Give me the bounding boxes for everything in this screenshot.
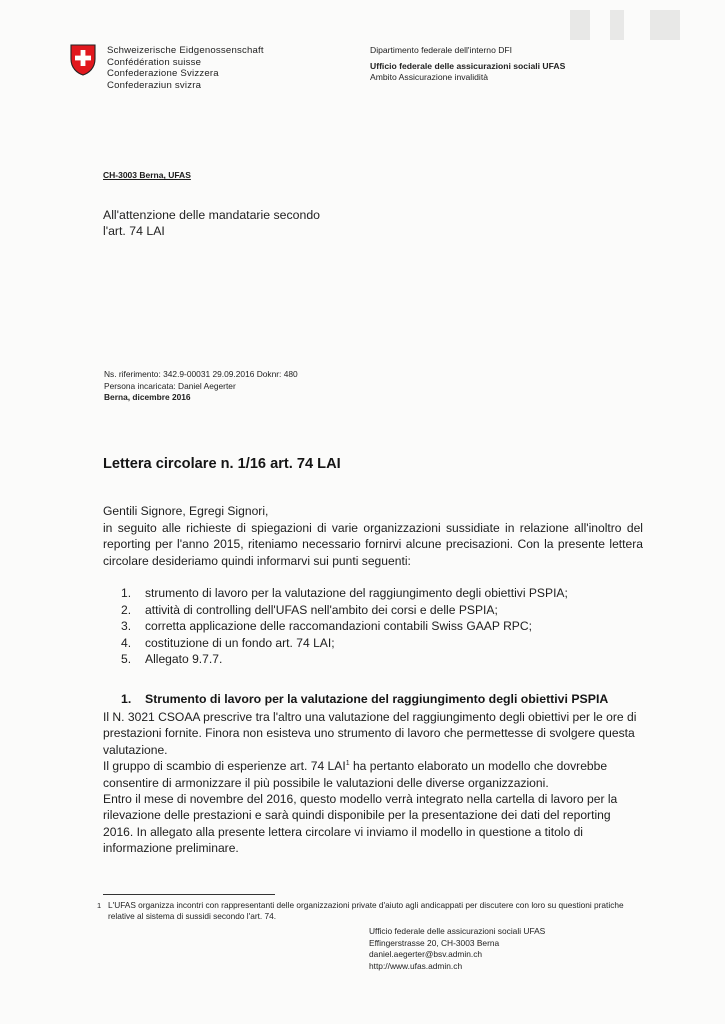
confederation-line-fr: Confédération suisse (107, 56, 202, 68)
section-1-number: 1. (121, 692, 132, 706)
footnote-divider (103, 894, 275, 895)
department-name: Dipartimento federale dell'interno DFI (370, 45, 513, 55)
contact-person: Persona incaricata: Daniel Aegerter (104, 380, 236, 391)
office-name: Ufficio federale delle assicurazioni sociali UFAS (370, 61, 566, 72)
footnote (97, 900, 642, 922)
list-item-number: 2. (121, 602, 132, 617)
section-1-title: Strumento di lavoro per la valutazione del raggiungimento degli obiettivi PSPIA (145, 692, 609, 706)
section-1-heading (121, 692, 608, 706)
office-address (369, 926, 545, 972)
department-block (370, 45, 565, 84)
greeting: Gentili Signore, Egregi Signori, (103, 504, 269, 518)
list-item-text: costituzione di un fondo art. 74 LAI; (145, 635, 335, 650)
list-item-number: 5. (121, 652, 132, 666)
section-1-paragraph-2-start: Il gruppo di scambio di esperienze art. 74 LAI (103, 759, 346, 774)
footnote-reference: 1 (345, 760, 350, 768)
address-office: Ufficio federale delle assicurazioni sociali UFAS (369, 926, 546, 936)
intro-paragraph: in seguito alle richieste di spiegazioni di varie organizzazioni sussidiate in relazione all'inoltro del reporting per l'anno 2015, riteniamo necessario fornirvi alcune precisazioni. Con la presente lettera circolare desideriamo quindi informarvi sui punti seguenti: (103, 521, 643, 568)
list-item-number: 4. (121, 635, 132, 650)
section-1-paragraph-2 (103, 758, 643, 791)
list-item-text: attività di controlling dell'UFAS nell'ambito dei corsi e delle PSPIA; (145, 602, 498, 617)
show-through-marks (560, 6, 700, 46)
recipient-line-1: All'attenzione delle mandatarie secondo (103, 208, 321, 222)
address-street: Effingerstrasse 20, CH-3003 Berna (369, 937, 500, 948)
recipient-block (103, 207, 320, 239)
list-item (121, 635, 568, 652)
reference-block (104, 369, 298, 404)
points-list (121, 585, 568, 668)
list-item (121, 585, 568, 602)
list-item-number: 1. (121, 586, 132, 600)
confederation-line-de: Schweizerische Eidgenossenschaft (107, 45, 264, 56)
letter-title: Lettera circolare n. 1/16 art. 74 LAI (103, 456, 341, 472)
swiss-crest-icon (70, 44, 96, 76)
section-1-paragraph-2-end: ha pertanto elaborato un modello che dovrebbe consentire di armonizzare il più possibile le valutazioni delle diverse organizzazioni. (103, 759, 608, 790)
list-item (121, 602, 568, 619)
list-item-text: corretta applicazione delle raccomandazioni contabili Swiss GAAP RPC; (145, 619, 532, 633)
list-item-text: Allegato 9.7.7. (145, 652, 223, 666)
address-email: daniel.aegerter@bsv.admin.ch (369, 949, 483, 960)
address-website: http://www.ufas.admin.ch (369, 960, 463, 971)
sender-address: CH-3003 Berna, UFAS (103, 170, 191, 180)
footnote-marker: 1 (97, 901, 102, 910)
place-date: Berna, dicembre 2016 (104, 392, 191, 403)
list-item (121, 651, 568, 668)
list-item-number: 3. (121, 619, 132, 633)
confederation-line-it: Confederazione Svizzera (107, 68, 219, 80)
section-1-paragraph-1: Il N. 3021 CSOAA prescrive tra l'altro una valutazione del raggiungimento degli obiettivi per le ore di prestazioni fornite. Finora non esisteva uno strumento di lavoro che permettesse di svolgere questa valutazione. (103, 710, 637, 757)
list-item (121, 618, 568, 635)
footnote-text: L'UFAS organizza incontri con rappresentanti delle organizzazioni private d'aiuto agli andicappati per discutere con loro su questioni pratiche relative al sistema di sussidi secondo l'art. 74. (108, 900, 624, 922)
division-name: Ambito Assicurazione invalidità (370, 72, 488, 83)
reference-number: Ns. riferimento: 342.9-00031 29.09.2016 Doknr: 480 (104, 369, 298, 379)
confederation-names (107, 45, 264, 91)
confederation-line-rm: Confederaziun svizra (107, 79, 202, 91)
list-item-text: strumento di lavoro per la valutazione del raggiungimento degli obiettivi PSPIA; (145, 586, 568, 600)
section-1-paragraph-3: Entro il mese di novembre del 2016, questo modello verrà integrato nella cartella di lavoro per la rilevazione delle prestazioni e sarà quindi disponibile per la presentazione dei dati del reporting 2016. In allegato alla presente lettera circolare vi inviamo il modello in questione a titolo di informazione preliminare. (103, 792, 618, 856)
recipient-line-2: l'art. 74 LAI (103, 224, 165, 238)
sender-line (103, 170, 191, 180)
section-1-body (103, 709, 643, 857)
